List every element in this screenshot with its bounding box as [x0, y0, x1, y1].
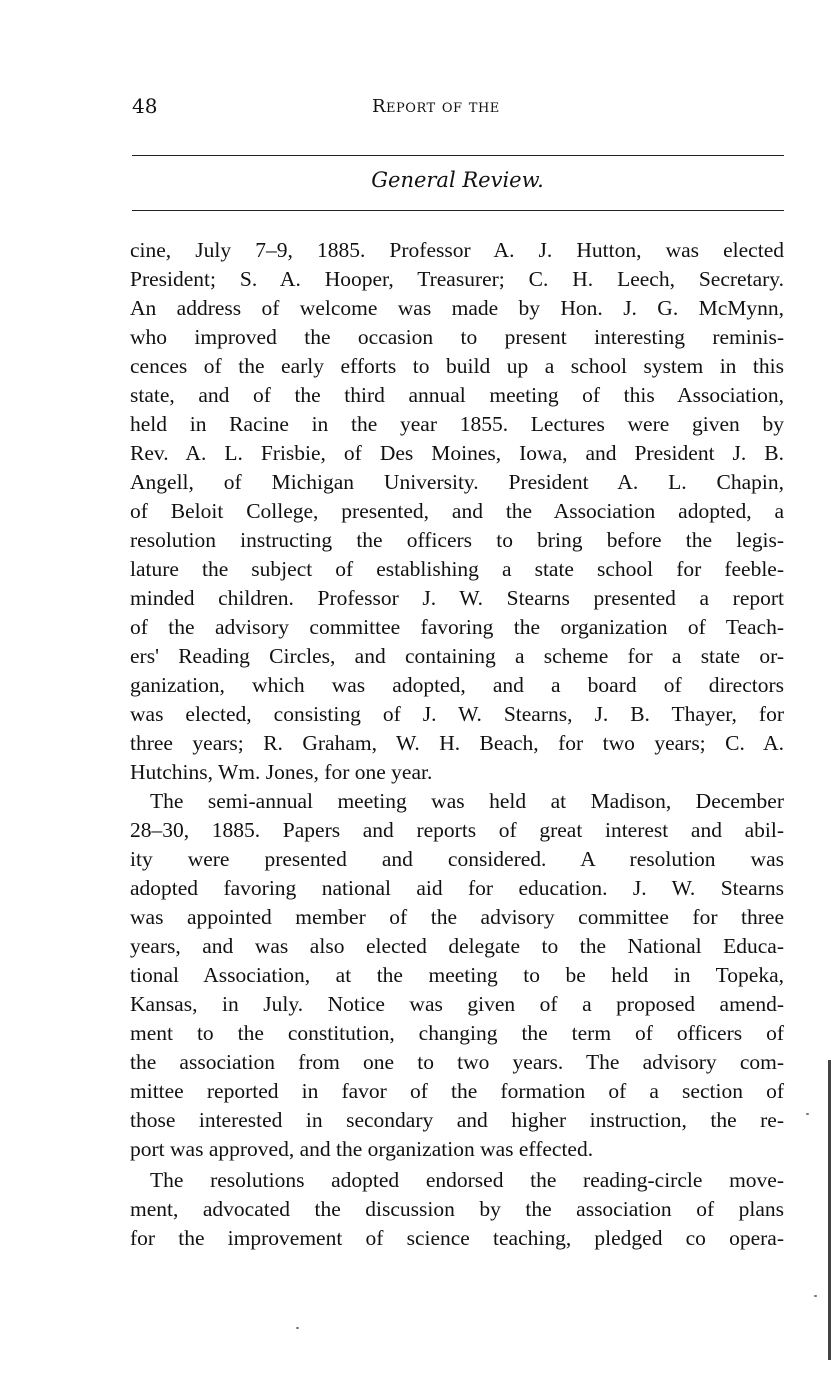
- paragraph-3: [130, 1166, 784, 1253]
- text-line: The resolutions adopted endorsed the reading-circle move-: [150, 1168, 784, 1192]
- text-line: three years; R. Graham, W. H. Beach, for two years; C. A.: [130, 731, 784, 755]
- text-line: cine, July 7–9, 1885. Professor A. J. Hutton, was elected: [130, 238, 784, 262]
- text-line: The semi-annual meeting was held at Madison, December: [150, 789, 784, 813]
- text-line: ers' Reading Circles, and containing a scheme for a state or-: [130, 644, 784, 668]
- text-line: Rev. A. L. Frisbie, of Des Moines, Iowa, and President J. B.: [130, 441, 784, 465]
- text-line: An address of welcome was made by Hon. J. G. McMynn,: [130, 296, 784, 320]
- paragraph-1: [130, 236, 784, 787]
- text-line: resolution instructing the officers to bring before the legis-: [130, 528, 784, 552]
- text-line: minded children. Professor J. W. Stearns presented a report: [130, 586, 784, 610]
- paragraph-2: [130, 787, 784, 1164]
- text-line: state, and of the third annual meeting of this Association,: [130, 383, 784, 407]
- text-line: who improved the occasion to present interesting reminis-: [130, 325, 784, 349]
- text-line: Hutchins, Wm. Jones, for one year.: [130, 760, 433, 784]
- text-line: Kansas, in July. Notice was given of a proposed amend-: [130, 992, 784, 1016]
- text-line: ity were presented and considered. A resolution was: [130, 847, 784, 871]
- text-line: held in Racine in the year 1855. Lectures were given by: [130, 412, 784, 436]
- text-line: ganization, which was adopted, and a board of directors: [130, 673, 784, 697]
- text-line: cences of the early efforts to build up a school system in this: [130, 354, 784, 378]
- text-line: adopted favoring national aid for education. J. W. Stearns: [130, 876, 784, 900]
- text-line: mittee reported in favor of the formation of a section of: [130, 1079, 784, 1103]
- text-line: port was approved, and the organization was effected.: [130, 1137, 594, 1161]
- body-text: [130, 236, 784, 1253]
- text-line: tional Association, at the meeting to be held in Topeka,: [130, 963, 784, 987]
- text-line: was elected, consisting of J. W. Stearns, J. B. Thayer, for: [130, 702, 784, 726]
- text-line: 28–30, 1885. Papers and reports of great interest and abil-: [130, 818, 784, 842]
- page-number: 48: [132, 94, 158, 118]
- text-line: the association from one to two years. The advisory com-: [130, 1050, 784, 1074]
- scan-speck: [814, 1295, 817, 1297]
- text-line: of Beloit College, presented, and the Association adopted, a: [130, 499, 784, 523]
- header-rule-top: [132, 155, 784, 156]
- text-line: for the improvement of science teaching, pledged co opera-: [130, 1226, 784, 1250]
- text-line: ment, advocated the discussion by the association of plans: [130, 1197, 784, 1221]
- header-rule-bottom: [132, 210, 784, 211]
- text-line: years, and was also elected delegate to the National Educa-: [130, 934, 784, 958]
- text-line: Angell, of Michigan University. President A. L. Chapin,: [130, 470, 784, 494]
- section-title: General Review.: [371, 168, 544, 192]
- text-line: those interested in secondary and higher instruction, the re-: [130, 1108, 784, 1132]
- text-line: lature the subject of establishing a state school for feeble-: [130, 557, 784, 581]
- text-line: President; S. A. Hooper, Treasurer; C. H. Leech, Secretary.: [130, 267, 784, 291]
- text-line: was appointed member of the advisory committee for three: [130, 905, 784, 929]
- scan-speck: [806, 1113, 809, 1115]
- running-head: Report of the: [372, 96, 500, 117]
- text-line: ment to the constitution, changing the term of officers of: [130, 1021, 784, 1045]
- text-line: of the advisory committee favoring the organization of Teach-: [130, 615, 784, 639]
- scan-speck: [296, 1327, 299, 1329]
